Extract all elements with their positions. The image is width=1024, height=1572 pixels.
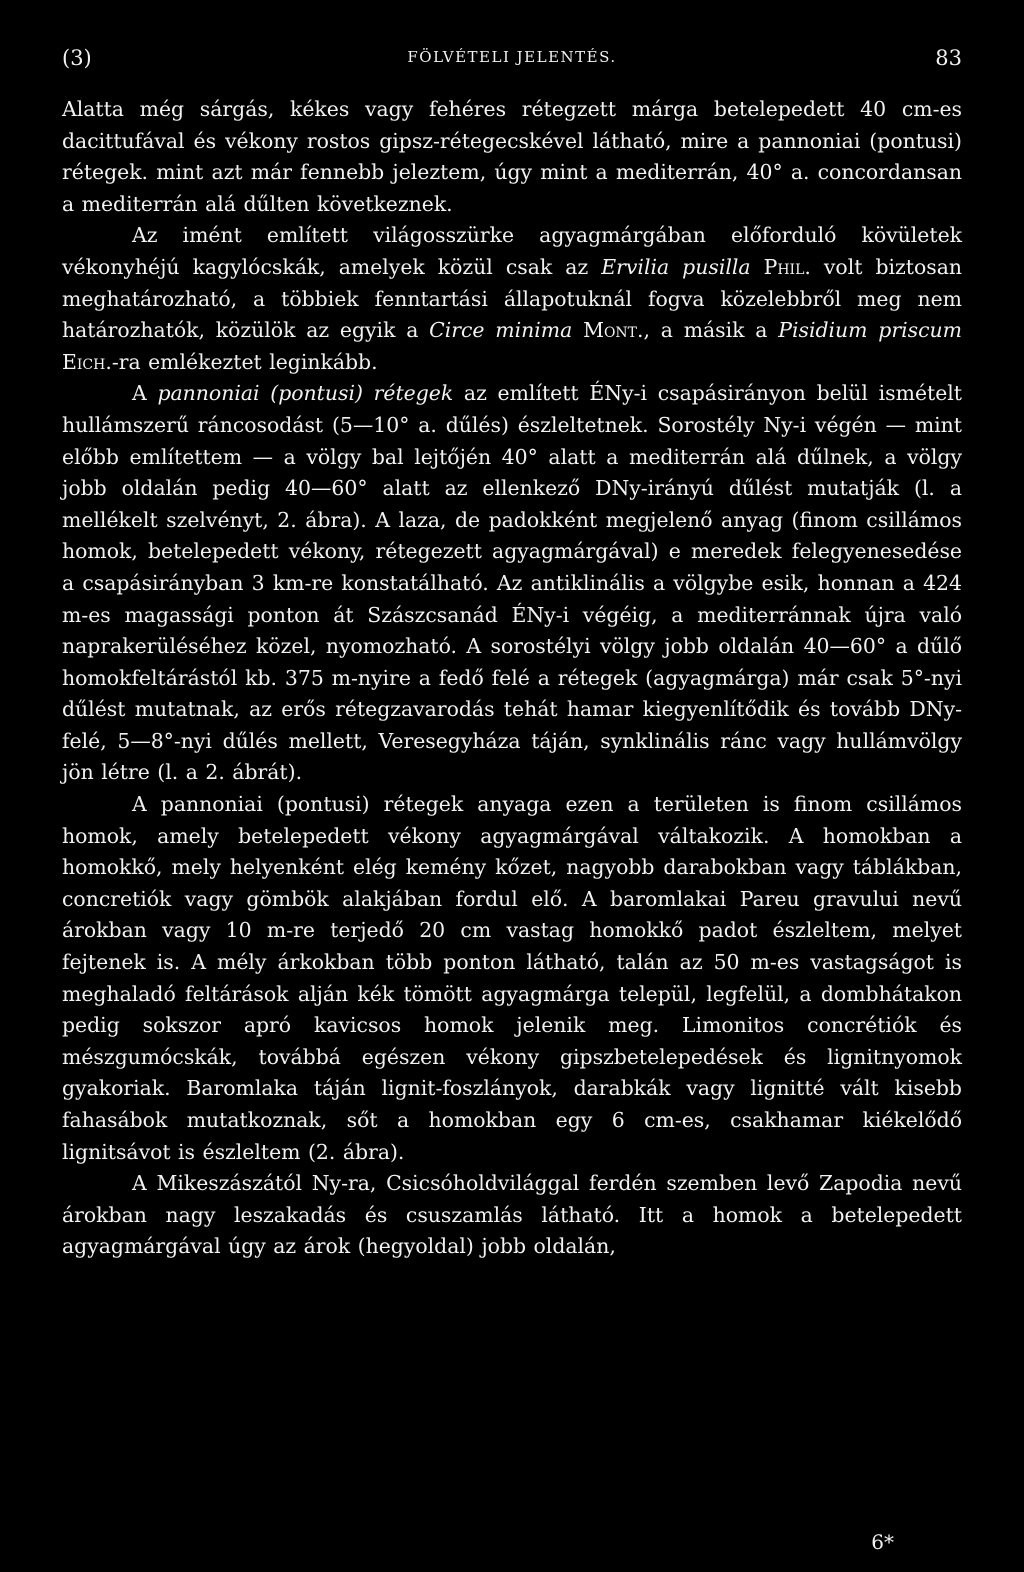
running-title: FÖLVÉTELI JELENTÉS. bbox=[407, 48, 617, 66]
author-eich: Eich bbox=[62, 349, 106, 374]
emphasis-pannoniai-retegek: pannoniai (pontusi) rétegek bbox=[157, 381, 454, 406]
paragraph-4-text: A pannoniai (pontusi) rétegek anyaga ezen a területen is finom csillámos homok, amely betelepedett vékony agyagmárgával váltakozik. A homokban a homokkő, mely helyenként elég kemény kőzet, nagyobb darabokban vagy táblákban, concretiók vagy gömbök alakjában fordul elő. A baromlakai Pareu gravului nevű árokban vagy 10 m-re terjedő 20 cm vastag homokkő padot észleltem, melyet fejtenek is. A mély árkokban több ponton látható, talán az 50 m-es vastagságot is meghaladó feltárások alján kék tömött agyagmárga települ, legfelül, a dombhátakon pedig sokszor apró kavicsos homok jelenik meg. Limonitos concrétiók és mészgumócskák, továbbá egészen vékony gipszbetelepedések és lignitnyomok gyakoriak. Baromlaka táján lignit-foszlányok, darabkák vagy lignitté vált kisebb fahasábok mutatkoznak, sőt a homokban egy 6 cm-es, csakhamar kiékelődő lignitsávot is észleltem (2. ábra). bbox=[62, 792, 962, 1164]
paragraph-1-text: Alatta még sárgás, kékes vagy fehéres rétegzett márga betelepedett 40 cm-es dacittufával és vékony rostos gipsz-rétegecskével látható, mire a pannoniai (pontusi) rétegek. mint azt már fennebb jeleztem, úgy mint a mediterrán, 40° a. concordansan a mediterrán alá dűlten következnek. bbox=[62, 97, 962, 216]
body-text bbox=[62, 94, 962, 1263]
paragraph-3 bbox=[62, 378, 962, 789]
taxon-circe-minima: Circe minima bbox=[429, 318, 573, 343]
taxon-ervilia-pusilla: Ervilia pusilla bbox=[601, 254, 751, 279]
p2-text-g: ., a másik a bbox=[637, 318, 779, 343]
p2-text-d: . volt biztosan meghatározható, a többiek fenntartási állapotuknál fogva közelebbről meg nem határozhatók, közülök az egyik a bbox=[62, 254, 962, 343]
taxon-pisidium-priscum: Pisidium priscum bbox=[778, 318, 962, 343]
p3-text-c: az említett ÉNy-i csapásirányon belül ismételt hullámszerű ráncosodást (5—10° a. dűlés) észleltetnek. Sorostély Ny-i végén — mint előbb említettem — a völgy bal lejtőjén 40° alatt a mediterrán alá dűlnek, a völgy jobb oldalán pedig 40—60° alatt az ellenkező DNy-irányú dűlést mutatják (l. a mellékelt szelvényt, 2. ábra). A laza, de padokként megjelenő anyag (finom csillámos homok, betelepedett vékony, rétegezett agyagmárgával) e meredek felegyenesedése a csapásirányban 3 km-re konstatálható. Az antiklinális a völgybe esik, honnan a 424 m-es magassági ponton át Szászcsanád ÉNy-i végéig, a mediterránnak újra való naprakerüléséhez közel, nyomozható. A sorostélyi völgy jobb oldalán 40—60° a dűlő homokfeltárástól kb. 375 m-nyire a fedő felé a rétegek (agyagmárga) már csak 5°-nyi dűlést mutatnak, az erős rétegzavarodás tehát hamar kiegyenlítődik és tovább DNy-felé, 5—8°-nyi dűlés mellett, Veresegyháza táján, synklinális ránc vagy hullámvölgy jön létre (l. a 2. ábrát). bbox=[62, 381, 963, 785]
p2-text-j: .-ra emlékeztet leginkább. bbox=[105, 349, 378, 374]
author-mont: Mont bbox=[583, 318, 638, 343]
page-header bbox=[62, 40, 962, 80]
section-number: (3) bbox=[62, 46, 92, 70]
signature-mark: 6* bbox=[871, 1530, 894, 1554]
page-number: 83 bbox=[935, 46, 962, 70]
paragraph-4 bbox=[62, 789, 962, 1168]
paragraph-5-text: A Mikeszászától Ny-ra, Csicsóholdvilággal ferdén szemben levő Zapodia nevű árokban nagy leszakadás és csuszamlás látható. Itt a homok a betelepedett agyagmárgával úgy az árok (hegyoldal) jobb oldalán, bbox=[62, 1171, 962, 1259]
paragraph-5 bbox=[62, 1168, 962, 1263]
paragraph-1 bbox=[62, 94, 962, 220]
author-phil: Phil bbox=[763, 254, 805, 279]
p2-text-a: Az imént említett világosszürke agyagmárgában előforduló kövületek vékonyhéjú kagylócskák, amelyek közül csak az bbox=[62, 223, 962, 279]
p3-text-a: A bbox=[132, 381, 158, 406]
paragraph-2 bbox=[62, 220, 962, 378]
